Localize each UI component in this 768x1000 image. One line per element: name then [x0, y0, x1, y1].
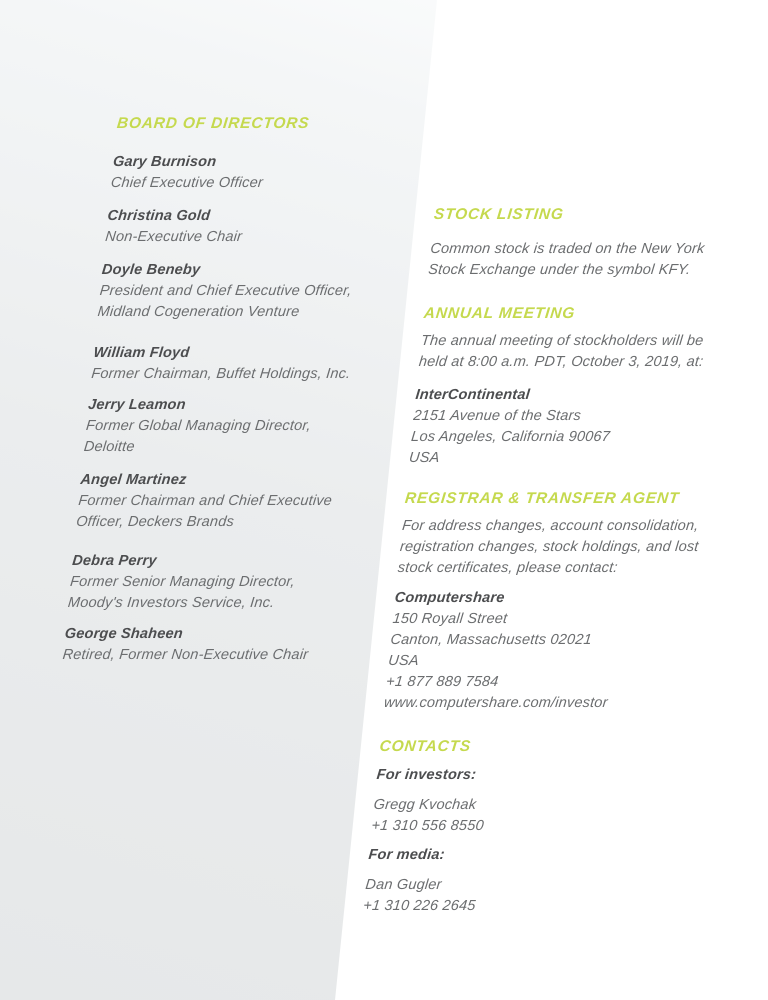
investor-contact-name: Gregg Kvochak: [372, 797, 477, 813]
investor-contact-phone: +1 310 556 8550: [370, 818, 485, 834]
director-name: Christina Gold: [106, 208, 212, 224]
stock-listing-heading: STOCK LISTING: [433, 206, 565, 223]
meeting-venue-block: [408, 385, 747, 469]
director-name: William Floyd: [92, 345, 191, 361]
board-of-directors-section: [60, 113, 418, 678]
director-title-line: Chief Executive Officer: [110, 175, 264, 191]
stock-listing-text-line: Common stock is traded on the New York: [429, 241, 706, 257]
director-entry: [75, 470, 381, 533]
annual-meeting-text-line: The annual meeting of stockholders will be: [420, 333, 705, 349]
agent-address-line: USA: [387, 653, 420, 669]
investor-contact-block: [370, 795, 704, 837]
director-name: Jerry Leamon: [87, 397, 187, 413]
contacts-section: [362, 736, 710, 917]
director-name: Debra Perry: [71, 553, 158, 569]
venue-address-line: Los Angeles, California 90067: [410, 429, 611, 445]
registrar-heading: REGISTRAR & TRANSFER AGENT: [404, 490, 681, 507]
director-name: Angel Martinez: [79, 472, 188, 488]
director-entry: [97, 260, 403, 323]
director-name: Gary Burnison: [112, 154, 218, 170]
agent-website: www.computershare.com/investor: [383, 695, 609, 711]
director-entry: [62, 624, 366, 666]
director-entry: [110, 152, 414, 194]
director-title-line: Moody's Investors Service, Inc.: [67, 595, 276, 611]
investor-information-section: [362, 204, 765, 917]
director-title-line: Former Chairman, Buffet Holdings, Inc.: [90, 366, 352, 382]
agent-phone: +1 877 889 7584: [385, 674, 500, 690]
venue-address-line: 2151 Avenue of the Stars: [412, 408, 582, 424]
director-title-line: Non-Executive Chair: [104, 229, 243, 245]
stock-listing-text-line: Stock Exchange under the symbol KFY.: [427, 262, 692, 278]
director-entry: [90, 343, 394, 385]
annual-meeting-heading: ANNUAL MEETING: [422, 305, 576, 322]
for-investors-label: For investors:: [375, 767, 478, 783]
venue-name: InterContinental: [414, 387, 531, 403]
agent-name: Computershare: [393, 590, 506, 606]
director-entry: [104, 206, 408, 248]
media-contact-block: [362, 875, 696, 917]
contacts-heading: CONTACTS: [378, 738, 472, 755]
director-title-line: Officer, Deckers Brands: [75, 514, 235, 530]
director-name: George Shaheen: [63, 626, 184, 642]
director-title-line: Deloitte: [83, 439, 136, 455]
director-entry: [83, 395, 389, 458]
director-entry: [67, 551, 373, 614]
annual-meeting-text-line: held at 8:00 a.m. PDT, October 3, 2019, at:: [418, 354, 705, 370]
director-title-line: Former Senior Managing Director,: [69, 574, 296, 590]
agent-address-line: Canton, Massachusetts 02021: [389, 632, 593, 648]
board-of-directors-heading: BOARD OF DIRECTORS: [116, 115, 311, 132]
director-title-line: Midland Cogeneration Venture: [96, 304, 301, 320]
director-title-line: Former Global Managing Director,: [85, 418, 312, 434]
director-title-line: Retired, Former Non-Executive Chair: [61, 647, 310, 663]
transfer-agent-block: [383, 588, 726, 714]
agent-address-line: 150 Royall Street: [391, 611, 509, 627]
registrar-text-line: stock certificates, please contact:: [397, 560, 619, 576]
registrar-text-line: For address changes, account consolidation,: [401, 518, 700, 534]
media-contact-name: Dan Gugler: [364, 877, 443, 893]
registrar-text-line: registration changes, stock holdings, and lost: [399, 539, 700, 555]
for-media-label: For media:: [367, 847, 446, 863]
director-name: Doyle Beneby: [101, 262, 202, 278]
stock-listing-section: [427, 204, 765, 281]
director-title-line: Former Chairman and Chief Executive: [77, 493, 333, 509]
media-contact-phone: +1 310 226 2645: [362, 898, 477, 914]
registrar-transfer-agent-section: [383, 488, 736, 714]
annual-meeting-section: [408, 303, 755, 469]
venue-address-line: USA: [408, 450, 441, 466]
director-title-line: President and Chief Executive Officer,: [99, 283, 353, 299]
